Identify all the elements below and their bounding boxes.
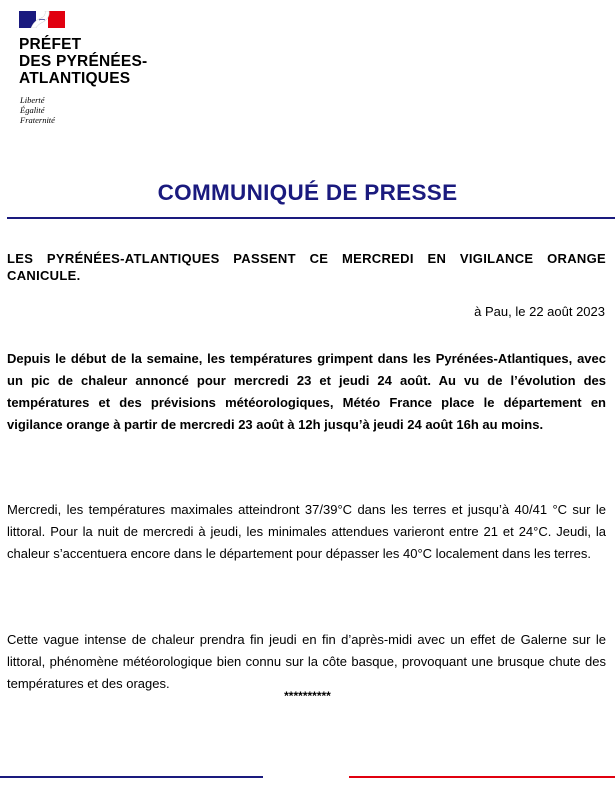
title-divider (7, 217, 615, 219)
prefet-line: PRÉFET (19, 36, 82, 53)
republic-motto (20, 95, 55, 125)
page-title: COMMUNIQUÉ DE PRESSE (157, 180, 458, 205)
paragraph-temperatures: Mercredi, les températures maximales atteindront 37/39°C dans les terres et jusqu’à 40/41 °C sur le littoral. Pour la nuit de mercredi à jeudi, les minimales attendues varieront entre 21 et 24°C. Jeudi, la chaleur s’accentuera encore dans le département pour dépasser les 40°C localement dans les terres. (7, 502, 606, 561)
paragraph-galerne: Cette vague intense de chaleur prendra fin jeudi en fin d’après-midi avec un effet de Galerne sur le littoral, phénomène météorologique bien connu sur la côte basque, provoquant une brusque chute des températures et des orages. (7, 632, 606, 691)
motto-line: Fraternité (20, 115, 55, 125)
marianne-flag-icon (19, 11, 65, 28)
motto-line: Égalité (20, 105, 45, 115)
footer-rule-blue (0, 776, 263, 778)
paragraph-intro: Depuis le début de la semaine, les températures grimpent dans les Pyrénées-Atlantiques, avec un pic de chaleur annoncé pour mercredi 23 et jeudi 24 août. Au vu de l’évolution des températures et des prévisions météorologiques, Météo France place le département en vigilance orange à partir de mercredi 23 août à 12h jusqu’à jeudi 24 août 16h au moins. (7, 351, 606, 432)
footer-rule-red (349, 776, 615, 778)
prefecture-name (19, 36, 219, 87)
motto-line: Liberté (20, 95, 45, 105)
dateline: à Pau, le 22 août 2023 (474, 304, 605, 319)
prefet-line: DES PYRÉNÉES- (19, 53, 148, 70)
prefet-line: ATLANTIQUES (19, 70, 131, 87)
separator: ********** (284, 689, 331, 703)
headline: LES PYRÉNÉES-ATLANTIQUES PASSENT CE MERCREDI EN VIGILANCE ORANGE CANICULE. (7, 251, 606, 283)
